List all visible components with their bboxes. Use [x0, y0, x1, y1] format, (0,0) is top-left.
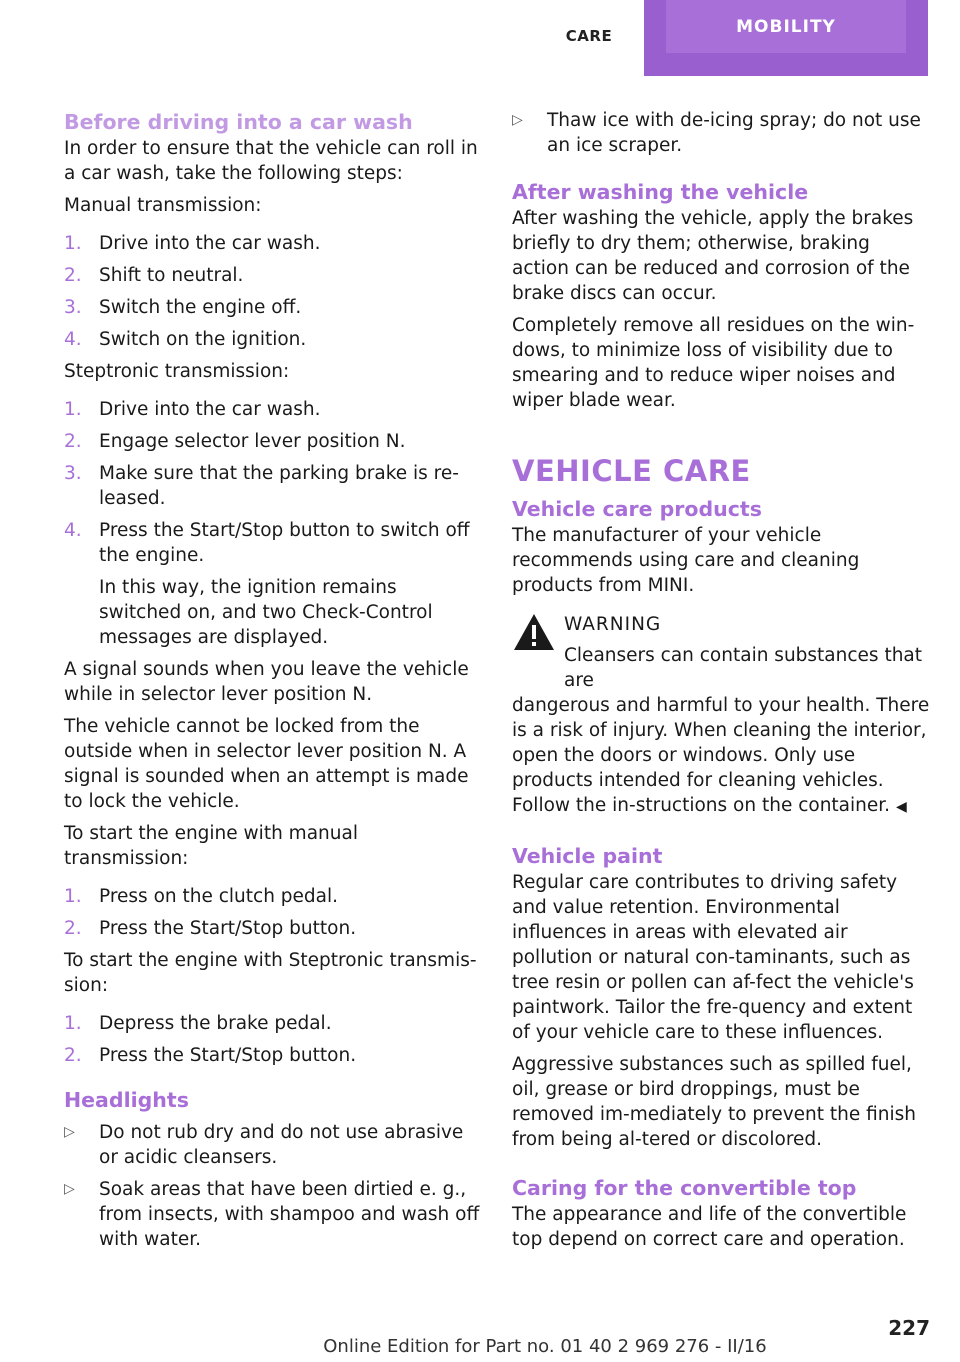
- step-text: Press the Start/Stop button to switch off the engine.: [99, 520, 470, 566]
- bullet-text: Thaw ice with de-icing spray; do not use an ice scraper.: [547, 110, 921, 156]
- list-item: [64, 231, 480, 256]
- warning-triangle-icon: [512, 612, 556, 652]
- convertible-top-paragraph: The appearance and life of the convertible top depend on correct care and operation.: [512, 1204, 907, 1250]
- manual-steps-list: [64, 231, 480, 352]
- bullet-triangle-icon: ▷: [512, 112, 523, 128]
- convertible-top-heading: Caring for the convertible top: [512, 1176, 857, 1200]
- step-number: 4.: [64, 329, 82, 350]
- section-tab-mobility-label: MOBILITY: [666, 0, 906, 53]
- steptronic-steps-list: [64, 397, 480, 650]
- step-number: 2.: [64, 918, 82, 939]
- after-wash-heading: After washing the vehicle: [512, 180, 809, 204]
- section-tab-mobility: [644, 0, 928, 76]
- warning-block: [512, 612, 932, 820]
- list-item: [64, 397, 480, 422]
- after-wash-paragraph-1: After washing the vehicle, apply the brakes briefly to dry them; otherwise, braking action can be reduced and corrosion of the brake discs can occur.: [512, 208, 914, 304]
- step-number: 2.: [64, 265, 82, 286]
- section-tab-care-label: CARE: [565, 27, 613, 45]
- products-heading: Vehicle care products: [512, 497, 762, 521]
- headlights-heading: Headlights: [64, 1088, 189, 1112]
- list-item: [64, 518, 480, 650]
- step-number: 4.: [64, 520, 82, 541]
- step-note: In this way, the ignition remains switched on, and two Check-Control messages are displayed.: [99, 577, 433, 648]
- warning-first-line: Cleansers can contain substances that are: [564, 645, 923, 691]
- page-number: 227: [888, 1316, 930, 1340]
- step-text: Drive into the car wash.: [99, 233, 321, 254]
- after-wash-paragraph-2: Completely remove all residues on the win-dows, to minimize loss of visibility due to smearing and to reduce wiper noises and wiper blade wear.: [512, 315, 915, 411]
- step-text: Switch on the ignition.: [99, 329, 307, 350]
- step-number: 1.: [64, 233, 82, 254]
- section-tab-care: [534, 0, 644, 76]
- step-number: 3.: [64, 297, 82, 318]
- step-number: 3.: [64, 463, 82, 484]
- step-text: Engage selector lever position N.: [99, 431, 406, 452]
- locked-paragraph: The vehicle cannot be locked from the outside when in selector lever position N. A signal is sounded when an attempt is made to lock the vehicle.: [64, 716, 469, 812]
- left-column: [64, 108, 480, 1259]
- step-text: Shift to neutral.: [99, 265, 244, 286]
- list-item: [64, 263, 480, 288]
- list-item: [64, 429, 480, 454]
- step-text: Drive into the car wash.: [99, 399, 321, 420]
- bullet-text: Soak areas that have been dirtied e. g., from insects, with shampoo and wash off with water.: [99, 1179, 480, 1250]
- step-text: Make sure that the parking brake is re-leased.: [99, 463, 459, 509]
- step-text: Depress the brake pedal.: [99, 1013, 332, 1034]
- list-item: [64, 1177, 480, 1252]
- step-number: 1.: [64, 886, 82, 907]
- paint-paragraph-2: Aggressive substances such as spilled fuel, oil, grease or bird droppings, must be removed im-mediately to prevent the finish from being al-tered or discolored.: [512, 1054, 917, 1150]
- headlights-list-continued: [512, 108, 932, 158]
- list-item: [64, 1011, 480, 1036]
- vehicle-care-title: VEHICLE CARE: [512, 454, 751, 488]
- bullet-text: Do not rub dry and do not use abrasive or acidic cleansers.: [99, 1122, 464, 1168]
- headlights-list: [64, 1120, 480, 1252]
- step-number: 1.: [64, 399, 82, 420]
- step-text: Switch the engine off.: [99, 297, 302, 318]
- manual-label: Manual transmission:: [64, 195, 262, 216]
- list-item: [64, 1120, 480, 1170]
- right-column: [512, 108, 932, 1259]
- start-manual-label: To start the engine with manual transmission:: [64, 823, 358, 869]
- list-item: [64, 884, 480, 909]
- list-item: [64, 916, 480, 941]
- list-item: [64, 327, 480, 352]
- car-wash-heading: Before driving into a car wash: [64, 110, 413, 134]
- end-mark-icon: ◀: [895, 799, 907, 815]
- list-item: [64, 461, 480, 511]
- steptronic-label: Steptronic transmission:: [64, 361, 290, 382]
- car-wash-intro: In order to ensure that the vehicle can roll in a car wash, take the following steps:: [64, 138, 478, 184]
- warning-title: WARNING: [564, 614, 662, 635]
- bullet-triangle-icon: ▷: [64, 1181, 75, 1197]
- warning-text: [512, 693, 932, 820]
- start-steptronic-label: To start the engine with Steptronic transmis-sion:: [64, 950, 477, 996]
- bullet-triangle-icon: ▷: [64, 1124, 75, 1140]
- edition-footer: Online Edition for Part no. 01 40 2 969 276 - II/16: [323, 1336, 767, 1357]
- step-number: 2.: [64, 431, 82, 452]
- paint-paragraph-1: Regular care contributes to driving safety and value retention. Environmental influences in areas with elevated air pollution or natural con-taminants, such as tree resin or pollen can af-fect the vehicle's paintwork. Tailor the fre-quency and extent of your vehicle care to these influences.: [512, 872, 914, 1043]
- start-manual-steps-list: [64, 884, 480, 941]
- signal-paragraph: A signal sounds when you leave the vehicle while in selector lever position N.: [64, 659, 469, 705]
- paint-heading: Vehicle paint: [512, 844, 663, 868]
- step-text: Press the Start/Stop button.: [99, 1045, 357, 1066]
- list-item: [512, 108, 932, 158]
- page-header: [534, 0, 928, 76]
- products-paragraph: The manufacturer of your vehicle recommends using care and cleaning products from MINI.: [512, 525, 860, 596]
- step-text: Press the Start/Stop button.: [99, 918, 357, 939]
- start-steptronic-steps-list: [64, 1011, 480, 1068]
- list-item: [64, 1043, 480, 1068]
- step-number: 1.: [64, 1013, 82, 1034]
- step-number: 2.: [64, 1045, 82, 1066]
- step-text: Press on the clutch pedal.: [99, 886, 339, 907]
- list-item: [64, 295, 480, 320]
- warning-body: dangerous and harmful to your health. There is a risk of injury. When cleaning the interior, open the doors or windows. Only use products intended for cleaning vehicles. Follow the in-structions on the container.: [512, 695, 930, 816]
